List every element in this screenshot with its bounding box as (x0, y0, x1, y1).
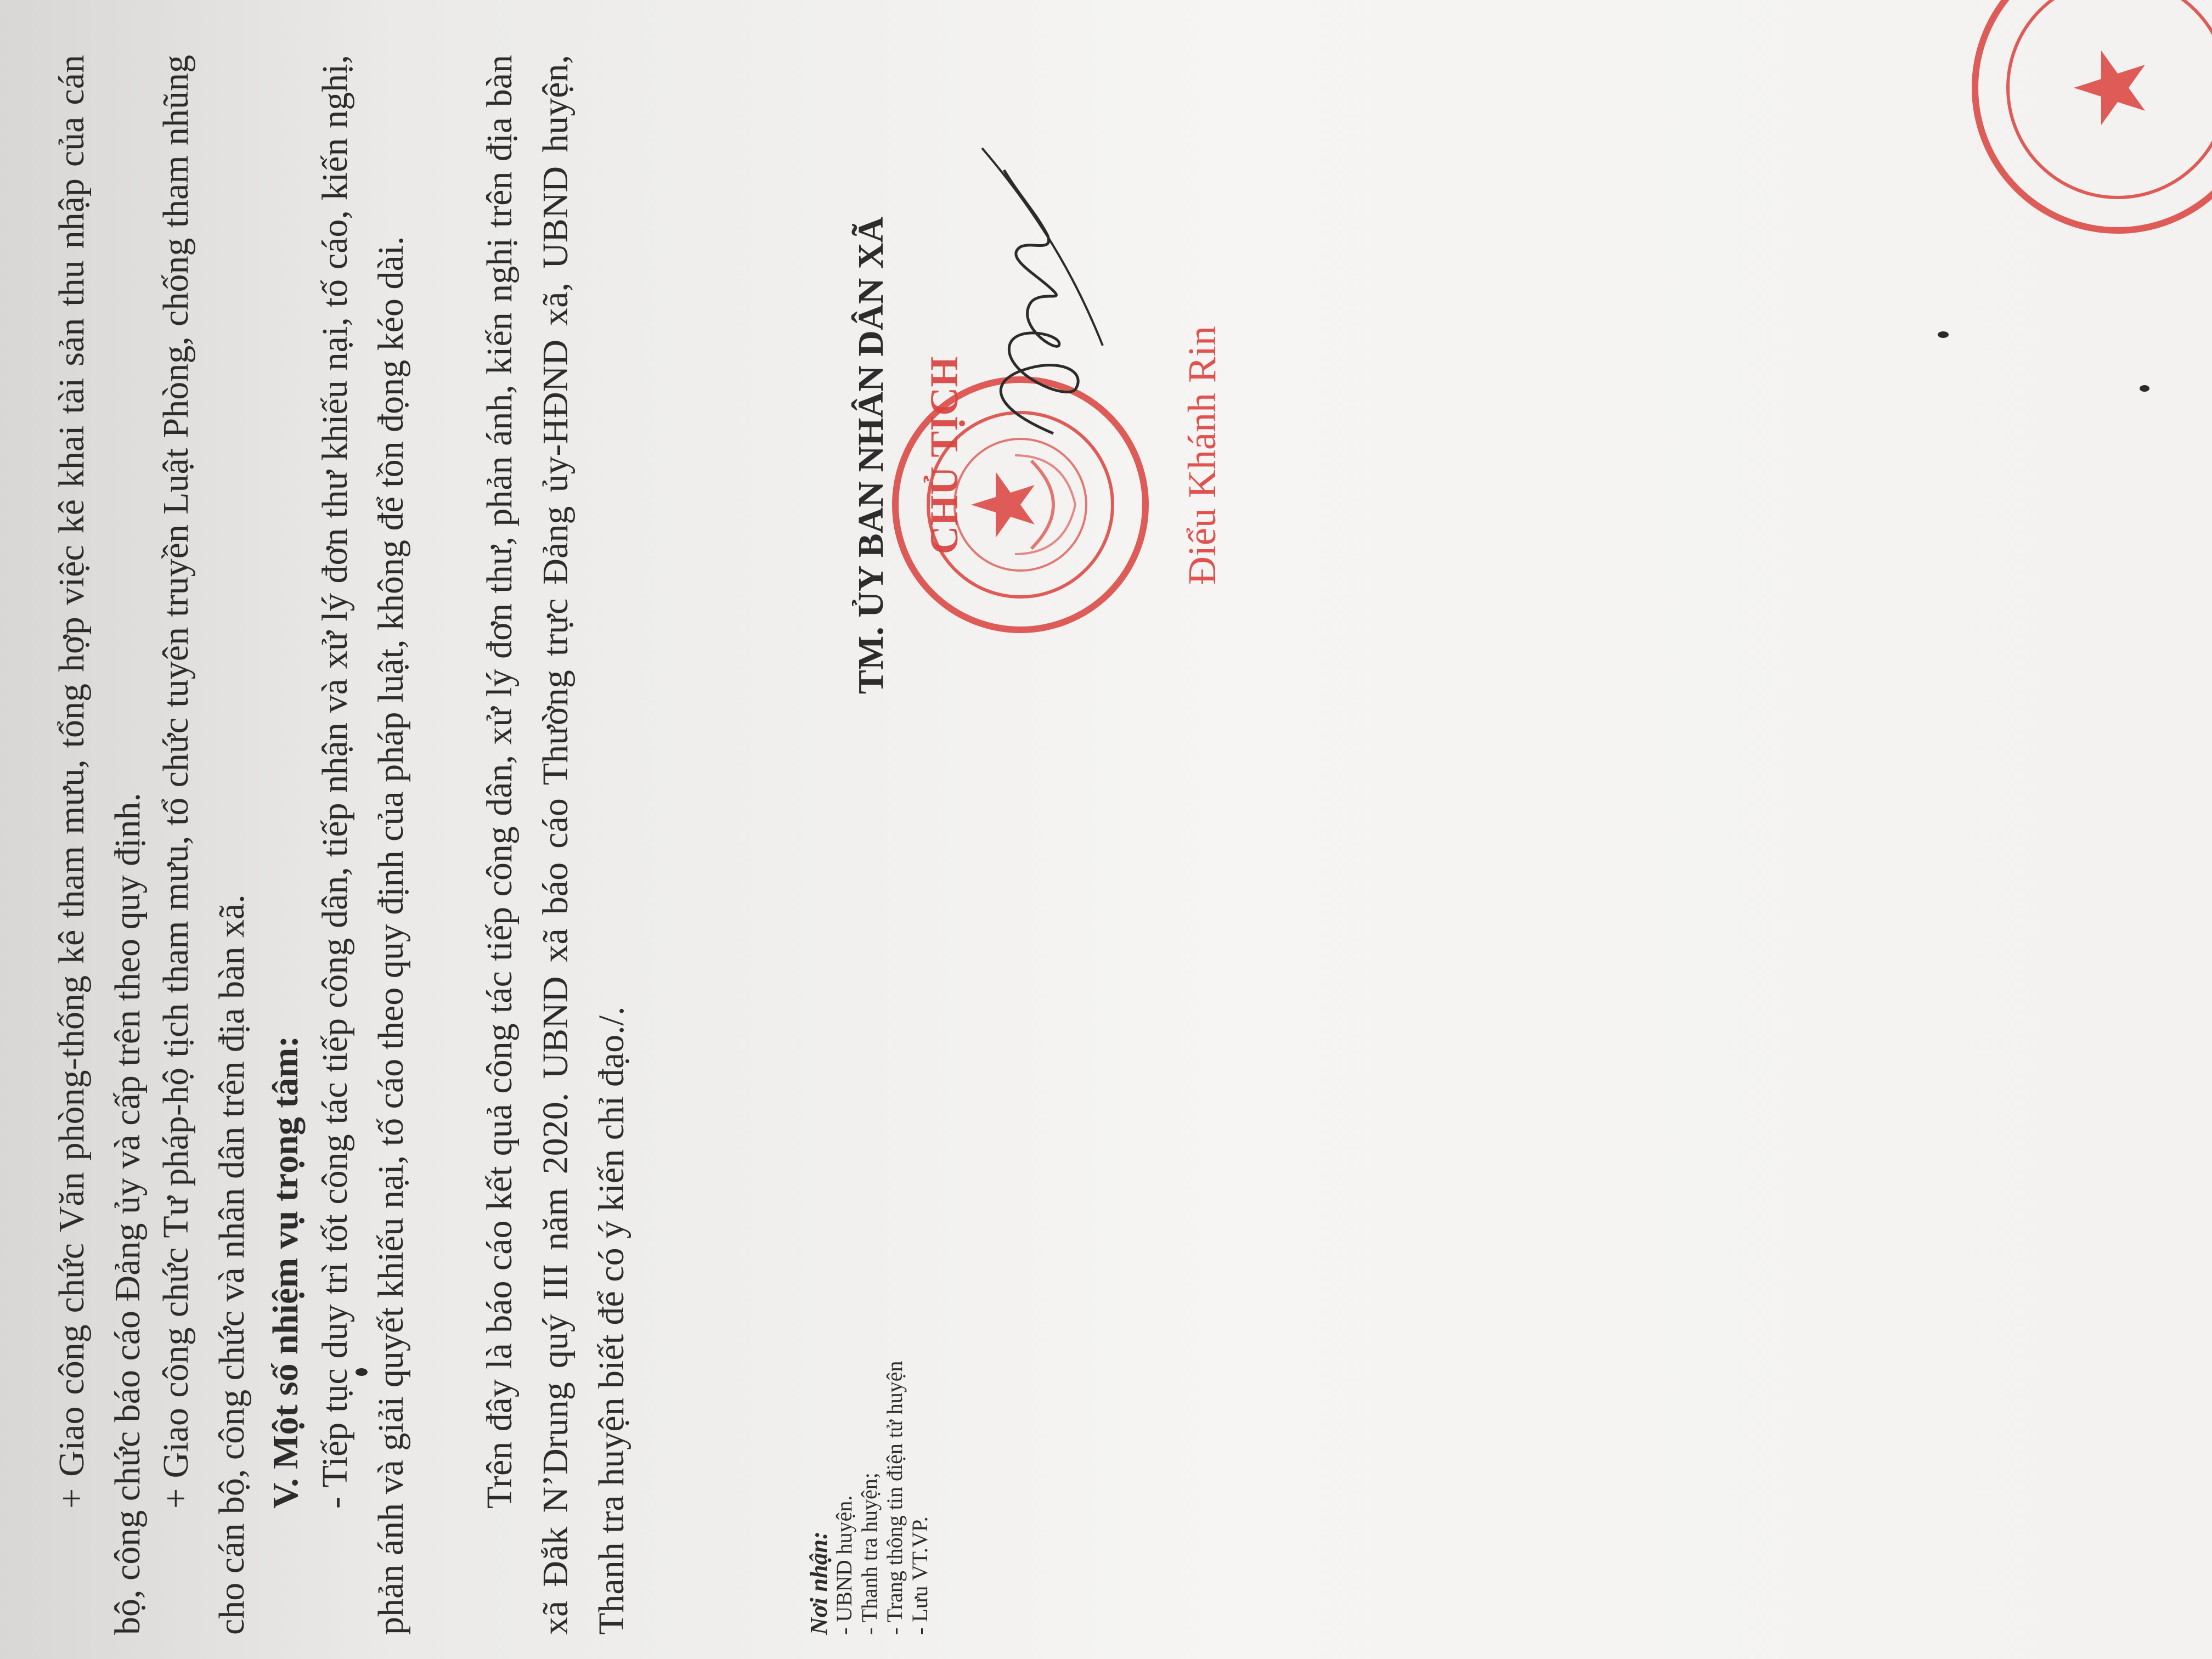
ink-smudge (1938, 331, 1949, 338)
recipient-item: - Lưu VT.VP. (907, 1516, 932, 1635)
section-v-heading: V. Một số nhiệm vụ trọng tâm: (266, 1035, 306, 1509)
paragraph-justice-task: + Giao công chức Tư pháp-hộ tịch tham mưu, tổ chức tuyên truyền Luật Phòng, chống tham nhũng cho cán bộ, công chức và nhân dân trên địa bàn xã. (156, 55, 252, 1635)
ink-smudge (356, 1368, 368, 1376)
partial-corner-seal (1953, 0, 2212, 252)
closing-paragraph: Trên đây là báo cáo kết quả công tác tiếp công dân, xử lý đơn thư, phản ánh, kiến nghị trên địa bàn xã Đắk N’Drung quý III năm 2020. UBND xã báo cáo Thường trực Đảng ủy-HĐND xã, UBND huyện, Thanh tra huyện biết để có ý kiến chỉ đạo./. (479, 55, 631, 1635)
handwritten-signature (922, 126, 1152, 455)
paragraph-office-task: + Giao công chức Văn phòng-thống kê tham mưu, tổng hợp việc kê khai tài sản thu nhập của cán bộ, công chức báo cáo Đảng ủy và cấp trên theo quy định. (52, 55, 148, 1635)
recipients-title: Nơi nhận: (805, 1531, 832, 1635)
signatory-name: Điểu Khánh Rin (1180, 326, 1224, 585)
section-v-item: - Tiếp tục duy trì tốt công tác tiếp công dân, tiếp nhận và xử lý đơn thư khiếu nại, tố cáo, kiến nghị, phản ánh và giải quyết khiếu nại, tố cáo theo quy định của pháp luật, không để tồn đọng kéo dài. (315, 55, 411, 1635)
ink-smudge (2140, 385, 2149, 392)
document-page (44, 22, 1224, 1635)
recipient-item: - UBND huyện. (832, 1495, 856, 1635)
signature-org: TM. ỦY BAN NHÂN DÂN XÃ (851, 216, 891, 695)
recipients-list (806, 1031, 933, 1635)
recipient-item: - Thanh tra huyện; (857, 1472, 882, 1635)
recipient-item: - Trang thông tin điện tử huyện (882, 1361, 907, 1635)
signature-role: CHỦ TỊCH (922, 356, 966, 555)
